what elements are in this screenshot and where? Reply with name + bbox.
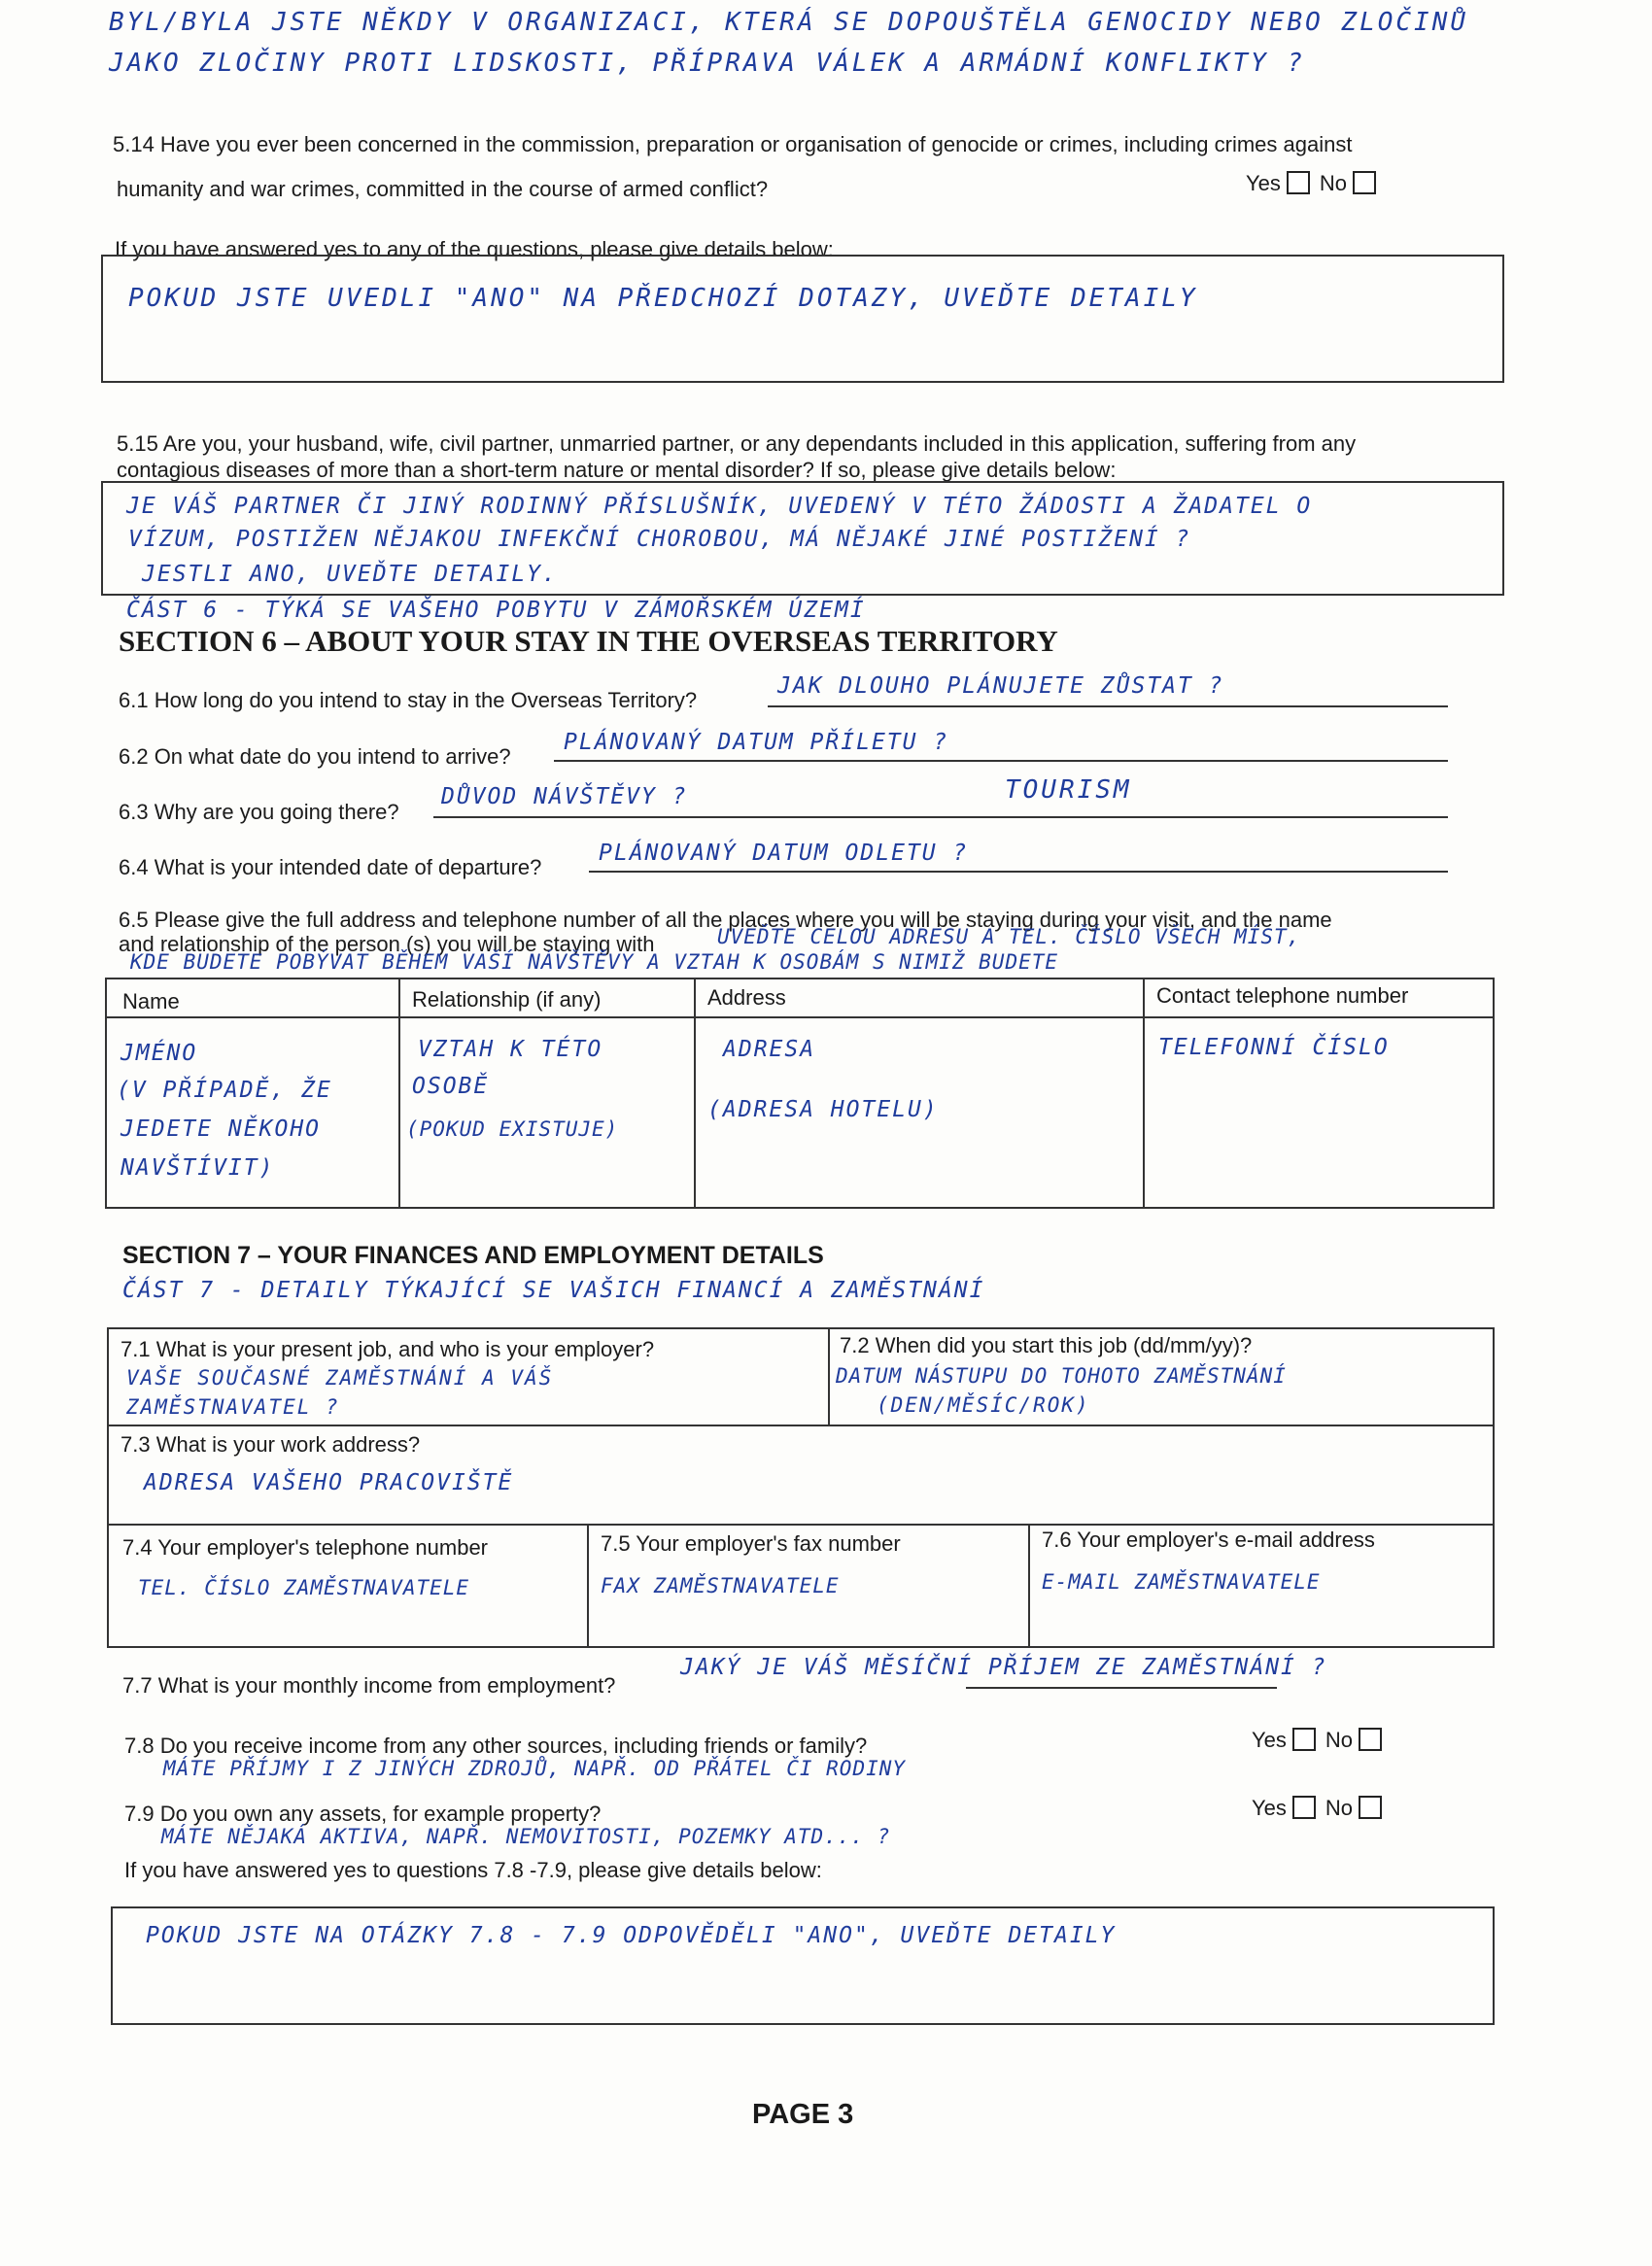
q61-answer-line [768, 705, 1448, 707]
q72-answer-1[interactable]: DATUM NÁSTUPU DO TOHOTO ZAMĚSTNÁNÍ [836, 1364, 1287, 1388]
q79-yes-checkbox[interactable] [1292, 1796, 1316, 1819]
section6-title: SECTION 6 – ABOUT YOUR STAY IN THE OVERSEAS TERRITORY [119, 624, 1058, 658]
q515-handwriting-3: JESTLI ANO, UVEĎTE DETAILY. [142, 562, 558, 587]
q65-text-line-2: and relationship of the person (s) you will be staying with [119, 932, 655, 956]
q514-yes-label: Yes [1246, 171, 1281, 195]
q79-answer[interactable]: MÁTE NĚJAKÁ AKTIVA, NAPŘ. NEMOVITOSTI, POZEMKY ATD... ? [161, 1825, 891, 1848]
stay-table-rel-hw-2[interactable]: OSOBĚ [412, 1074, 490, 1099]
stay-table-rel-hw-1[interactable]: VZTAH K TÉTO [418, 1037, 603, 1062]
stay-table [105, 978, 1495, 1209]
stay-table-name-hw-2[interactable]: (V PŘÍPADĚ, ŽE [117, 1078, 332, 1103]
stay-table-name-hw-3[interactable]: JEDETE NĚKOHO [120, 1116, 322, 1142]
stay-table-addr-hw-1[interactable]: ADRESA [723, 1037, 816, 1062]
q77-label: 7.7 What is your monthly income from employment? [122, 1673, 616, 1698]
q78-answer[interactable]: MÁTE PŘÍJMY I Z JINÝCH ZDROJŮ, NAPŘ. OD PŘÁTEL ČI RODINY [163, 1757, 907, 1780]
q76-label: 7.6 Your employer's e-mail address [1042, 1528, 1375, 1552]
details-5-box[interactable] [101, 255, 1504, 383]
q515-handwriting-1: JE VÁŠ PARTNER ČI JINÝ RODINNÝ PŘÍSLUŠNÍK, UVEDENÝ V TÉTO ŽÁDOSTI A ŽADATEL O [126, 494, 1313, 519]
stay-table-header-name: Name [122, 989, 180, 1013]
q73-answer[interactable]: ADRESA VAŠEHO PRACOVIŠTĚ [144, 1470, 514, 1495]
stay-table-addr-hw-2[interactable]: (ADRESA HOTELU) [707, 1097, 939, 1122]
q71-label: 7.1 What is your present job, and who is your employer? [120, 1337, 655, 1361]
details-prompt-7: If you have answered yes to questions 7.8 -7.9, please give details below: [124, 1858, 822, 1882]
q63-label: 6.3 Why are you going there? [119, 800, 399, 824]
q79-no-label: No [1325, 1796, 1354, 1820]
stay-table-tel-hw-1[interactable]: TELEFONNÍ ČÍSLO [1158, 1035, 1390, 1060]
stay-table-header-telephone: Contact telephone number [1156, 983, 1409, 1008]
q79-yes-label: Yes [1252, 1796, 1287, 1820]
q75-answer[interactable]: FAX ZAMĚSTNAVATELE [601, 1574, 840, 1597]
q78-label: 7.8 Do you receive income from any other sources, including friends or family? [124, 1734, 868, 1758]
stay-table-header-relationship: Relationship (if any) [412, 987, 602, 1012]
employer-contact-divider-1 [587, 1526, 589, 1646]
stay-table-header-address: Address [707, 985, 786, 1010]
q72-answer-2[interactable]: (DEN/MĚSÍC/ROK) [877, 1393, 1090, 1417]
q74-label: 7.4 Your employer's telephone number [122, 1535, 489, 1560]
employment-divider-7172 [828, 1329, 830, 1425]
q64-answer-line [589, 871, 1448, 873]
q71-answer-2[interactable]: ZAMĚSTNAVATEL ? [126, 1395, 340, 1419]
q62-label: 6.2 On what date do you intend to arrive? [119, 744, 511, 769]
employer-contact-divider-2 [1028, 1526, 1030, 1646]
stay-table-col-divider-3 [1143, 979, 1145, 1207]
q65-handwriting-2: KDE BUDETE POBÝVAT BĚHEM VAŠÍ NÁVŠTĚVY A VZTAH K OSOBÁM S NIMIŽ BUDETE [130, 950, 1059, 974]
q65-text-line-1: 6.5 Please give the full address and telephone number of all the places where you will be staying during your visit, and the name [119, 908, 1332, 932]
q79-no-checkbox[interactable] [1359, 1796, 1382, 1819]
q515-text-line-1: 5.15 Are you, your husband, wife, civil partner, unmarried partner, or any dependants included in this application, suffering from any [117, 431, 1357, 456]
stay-table-name-hw-1[interactable]: JMÉNO [120, 1041, 198, 1066]
q63-answer[interactable]: DŮVOD NÁVŠTĚVY ? [441, 784, 688, 809]
q75-label: 7.5 Your employer's fax number [601, 1531, 901, 1556]
q62-answer-line [554, 760, 1448, 762]
q77-answer-line [966, 1687, 1277, 1689]
employer-contact-box [107, 1524, 1495, 1648]
q62-answer[interactable]: PLÁNOVANÝ DATUM PŘÍLETU ? [564, 730, 949, 755]
q61-label: 6.1 How long do you intend to stay in the Overseas Territory? [119, 688, 698, 712]
details-7-box[interactable] [111, 1906, 1495, 2025]
stay-table-rel-hw-3[interactable]: (POKUD EXISTUJE) [406, 1117, 619, 1141]
stay-table-header-rule [107, 1016, 1493, 1018]
q74-answer[interactable]: TEL. ČÍSLO ZAMĚSTNAVATELE [138, 1576, 470, 1599]
q514-yes-checkbox[interactable] [1287, 171, 1310, 194]
q79-answer-options [1252, 1796, 1392, 1821]
section6-handwritten-title: ČÁST 6 - TÝKÁ SE VAŠEHO POBYTU V ZÁMOŘSKÉM ÚZEMÍ [126, 598, 866, 623]
details-prompt-5: If you have answered yes to any of the questions, please give details below: [115, 237, 834, 261]
q65-handwriting-1: UVEĎTE CELOU ADRESU A TEL. ČÍSLO VŠECH MÍST, [717, 925, 1301, 948]
q77-answer[interactable]: JAKÝ JE VÁŠ MĚSÍČNÍ PŘÍJEM ZE ZAMĚSTNÁNÍ ? [680, 1655, 1327, 1680]
q514-no-label: No [1319, 171, 1348, 195]
q63-answer-line [433, 816, 1448, 818]
q79-label: 7.9 Do you own any assets, for example property? [124, 1802, 602, 1826]
q514-text-line-2: humanity and war crimes, committed in the course of armed conflict? [117, 177, 769, 201]
stay-table-col-divider-2 [694, 979, 696, 1207]
q78-answer-options [1252, 1728, 1392, 1753]
q73-label: 7.3 What is your work address? [120, 1432, 421, 1457]
q71-answer-1[interactable]: VAŠE SOUČASNÉ ZAMĚSTNÁNÍ A VÁŠ [126, 1366, 554, 1390]
q76-answer[interactable]: E-MAIL ZAMĚSTNAVATELE [1042, 1570, 1321, 1594]
q515-text-line-2: contagious diseases of more than a short-term nature or mental disorder? If so, please give details below: [117, 458, 1117, 482]
q78-yes-label: Yes [1252, 1728, 1287, 1752]
q78-no-label: No [1325, 1728, 1354, 1752]
q64-label: 6.4 What is your intended date of departure? [119, 855, 542, 879]
section7-handwritten-title: ČÁST 7 - DETAILY TÝKAJÍCÍ SE VAŠICH FINANCÍ A ZAMĚSTNÁNÍ [122, 1278, 985, 1303]
section7-title: SECTION 7 – YOUR FINANCES AND EMPLOYMENT DETAILS [122, 1242, 824, 1269]
employment-divider-73 [109, 1425, 1493, 1426]
employment-box [107, 1327, 1495, 1526]
details-7-handwriting: POKUD JSTE NA OTÁZKY 7.8 - 7.9 ODPOVĚDĚLI "ANO", UVEĎTE DETAILY [146, 1923, 1117, 1948]
q72-label: 7.2 When did you start this job (dd/mm/yy)? [840, 1333, 1253, 1357]
q514-no-checkbox[interactable] [1353, 171, 1376, 194]
page-number: PAGE 3 [752, 2099, 854, 2130]
q515-handwriting-2: VÍZUM, POSTIŽEN NĚJAKOU INFEKČNÍ CHOROBOU, MÁ NĚJAKÉ JINÉ POSTIŽENÍ ? [128, 527, 1191, 552]
q514-text-line-1: 5.14 Have you ever been concerned in the commission, preparation or organisation of genocide or crimes, including crimes against [113, 132, 1353, 156]
top-note-line-1: BYL/BYLA JSTE NĚKDY V ORGANIZACI, KTERÁ SE DOPOUŠTĚLA GENOCIDY NEBO ZLOČINŮ [109, 8, 1468, 37]
stay-table-name-hw-4[interactable]: NAVŠTÍVIT) [120, 1155, 275, 1181]
q63-answer-tourism[interactable]: TOURISM [1005, 775, 1132, 805]
q64-answer[interactable]: PLÁNOVANÝ DATUM ODLETU ? [599, 841, 969, 866]
top-note-line-2: JAKO ZLOČINY PROTI LIDSKOSTI, PŘÍPRAVA VÁLEK A ARMÁDNÍ KONFLIKTY ? [109, 49, 1306, 78]
details-515-box[interactable] [101, 481, 1504, 596]
q61-answer[interactable]: JAK DLOUHO PLÁNUJETE ZŮSTAT ? [777, 673, 1224, 699]
q514-answer [1246, 171, 1386, 196]
q78-no-checkbox[interactable] [1359, 1728, 1382, 1751]
details-5-handwriting: POKUD JSTE UVEDLI "ANO" NA PŘEDCHOZÍ DOTAZY, UVEĎTE DETAILY [128, 284, 1198, 313]
q78-yes-checkbox[interactable] [1292, 1728, 1316, 1751]
stay-table-col-divider-1 [398, 979, 400, 1207]
